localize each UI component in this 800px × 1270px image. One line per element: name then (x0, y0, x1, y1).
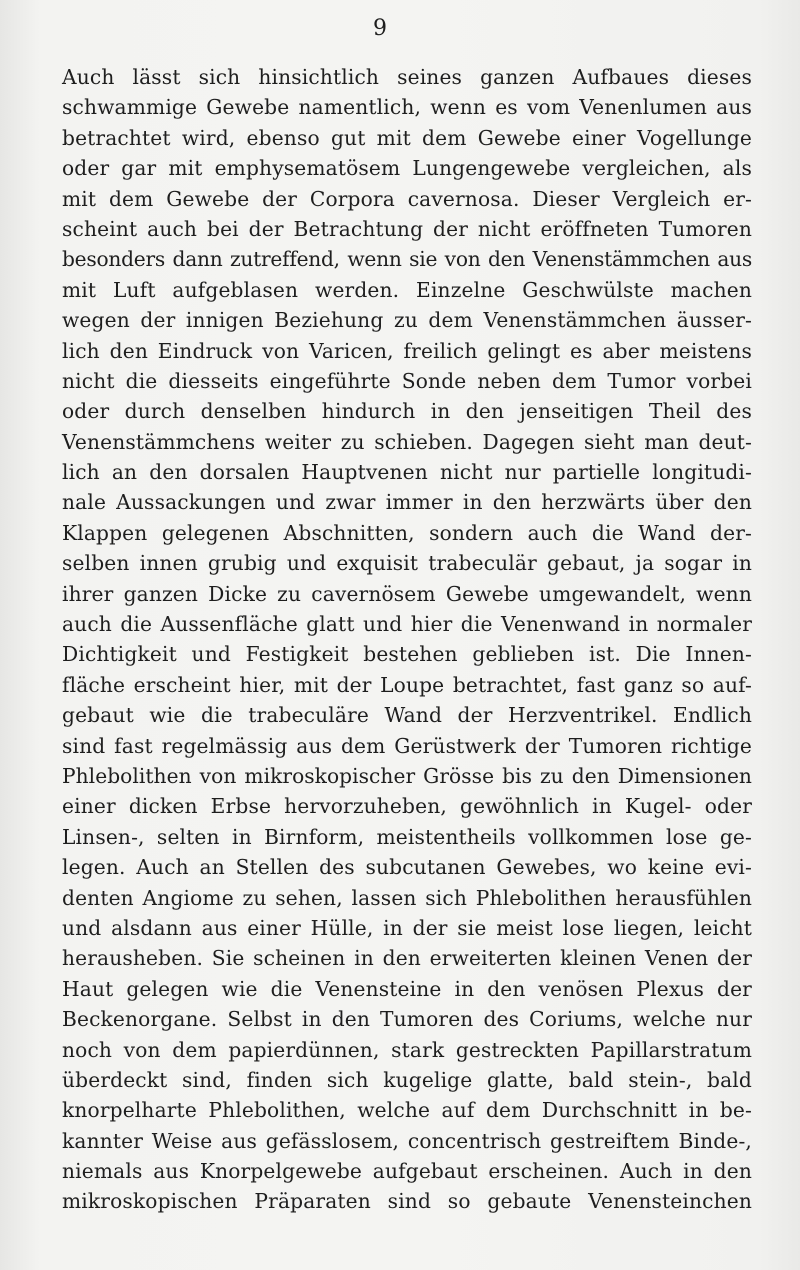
text-line: auch die Aussenfläche glatt und hier die Venenwand in normaler (62, 612, 752, 637)
text-line: Haut gelegen wie die Venensteine in den venösen Plexus der (62, 976, 752, 1001)
text-line: scheint auch bei der Betrachtung der nicht eröffneten Tumoren (62, 216, 752, 241)
text-line: überdeckt sind, finden sich kugelige glatte, bald stein-, bald (62, 1067, 752, 1092)
text-line: mit dem Gewebe der Corpora cavernosa. Dieser Vergleich er- (62, 186, 752, 211)
text-line: Linsen-, selten in Birnform, meistentheils vollkommen lose ge- (62, 824, 752, 849)
text-line: selben innen grubig und exquisit trabeculär gebaut, ja sogar in (62, 551, 752, 576)
text-line: herausheben. Sie scheinen in den erweiterten kleinen Venen der (62, 946, 752, 971)
text-line: mit Luft aufgeblasen werden. Einzelne Geschwülste machen (62, 277, 752, 302)
text-line: noch von dem papierdünnen, stark gestreckten Papillarstratum (62, 1037, 752, 1062)
text-line: knorpelharte Phlebolithen, welche auf dem Durchschnitt in be- (62, 1098, 752, 1123)
text-line: Phlebolithen von mikroskopischer Grösse bis zu den Dimensionen (62, 763, 752, 788)
text-line: schwammige Gewebe namentlich, wenn es vom Venenlumen aus (62, 95, 752, 120)
text-line: wegen der innigen Beziehung zu dem Venenstämmchen äusser- (62, 308, 752, 333)
text-line: betrachtet wird, ebenso gut mit dem Gewebe einer Vogellunge (62, 125, 752, 150)
text-line: besonders dann zutreffend, wenn sie von den Venenstämmchen aus (62, 247, 752, 272)
text-line: sind fast regelmässig aus dem Gerüstwerk der Tumoren richtige (62, 733, 752, 758)
text-line: Klappen gelegenen Abschnitten, sondern auch die Wand der- (62, 520, 752, 545)
text-line: mikroskopischen Präparaten sind so gebaute Venensteinchen (62, 1189, 752, 1214)
text-line: nicht die diesseits eingeführte Sonde neben dem Tumor vorbei (62, 368, 752, 393)
text-line: einer dicken Erbse hervorzuheben, gewöhnlich in Kugel- oder (62, 794, 752, 819)
text-line: lich an den dorsalen Hauptvenen nicht nur partielle longitudi- (62, 460, 752, 485)
text-line: legen. Auch an Stellen des subcutanen Gewebes, wo keine evi- (62, 855, 752, 880)
text-line: und alsdann aus einer Hülle, in der sie meist lose liegen, leicht (62, 915, 752, 940)
text-line: niemals aus Knorpelgewebe aufgebaut erscheinen. Auch in den (62, 1159, 752, 1184)
page-number: 9 (373, 16, 387, 41)
text-line: denten Angiome zu sehen, lassen sich Phlebolithen herausfühlen (62, 885, 752, 910)
text-line: Venenstämmchens weiter zu schieben. Dagegen sieht man deut- (62, 429, 752, 454)
text-line: nale Aussackungen und zwar immer in den herzwärts über den (62, 490, 752, 515)
text-line: kannter Weise aus gefässlosem, concentrisch gestreiftem Binde-, (62, 1128, 752, 1153)
text-line: Beckenorgane. Selbst in den Tumoren des Coriums, welche nur (62, 1007, 752, 1032)
body-text (62, 62, 752, 1217)
text-line: oder durch denselben hindurch in den jenseitigen Theil des (62, 399, 752, 424)
text-line: gebaut wie die trabeculäre Wand der Herzventrikel. Endlich (62, 703, 752, 728)
text-line: Auch lässt sich hinsichtlich seines ganzen Aufbaues dieses (62, 65, 752, 89)
text-line: oder gar mit emphysematösem Lungengewebe vergleichen, als (62, 156, 752, 181)
text-line: fläche erscheint hier, mit der Loupe betrachtet, fast ganz so auf- (62, 672, 752, 697)
text-line: lich den Eindruck von Varicen, freilich gelingt es aber meistens (62, 338, 752, 363)
text-line: Dichtigkeit und Festigkeit bestehen geblieben ist. Die Innen- (62, 642, 752, 667)
text-line: ihrer ganzen Dicke zu cavernösem Gewebe umgewandelt, wenn (62, 581, 752, 606)
